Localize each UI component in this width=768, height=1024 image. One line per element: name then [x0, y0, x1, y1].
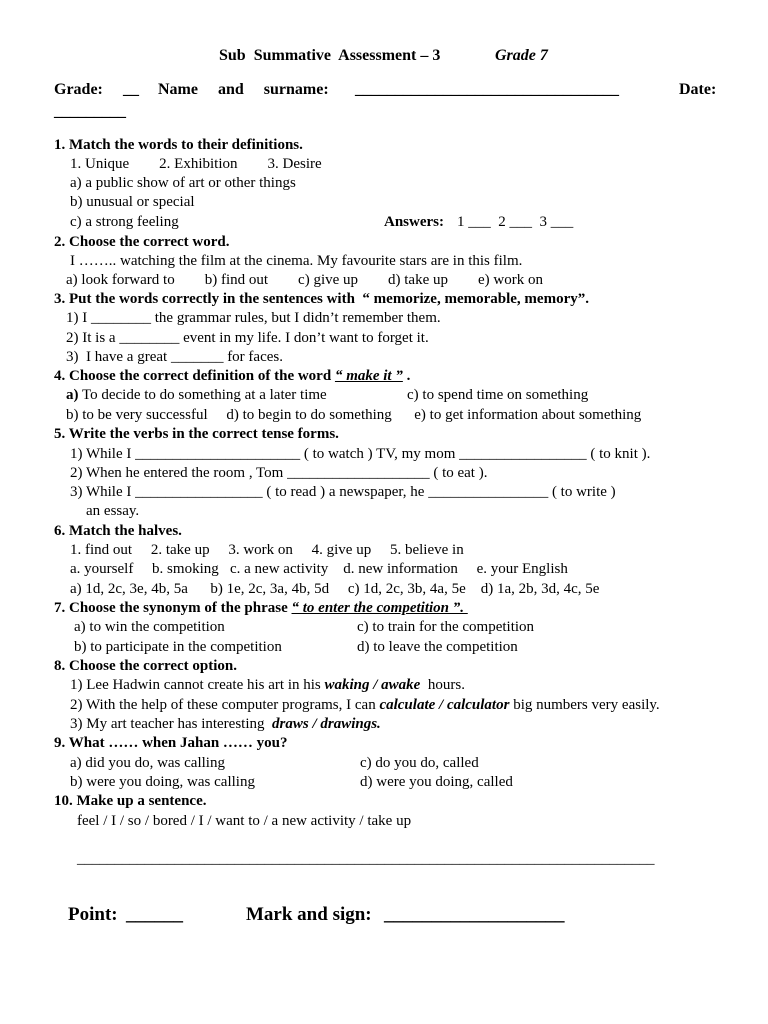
q5-sentence-1: 1) While I ______________________ ( to watch ) TV, my mom _________________ ( to knit ). [70, 446, 651, 462]
mark-sign-label: Mark and sign: [246, 904, 372, 925]
q7-option-b: b) to participate in the competition [74, 639, 282, 655]
grade-label: Grade: [54, 81, 103, 98]
q6-right-items: a. yourself b. smoking c. a new activity d. new information e. your English [70, 561, 568, 577]
q8-s3-text: 3) My art teacher has interesting [70, 716, 273, 732]
q4-title [54, 367, 410, 385]
q4-word: “ make it ” [334, 368, 403, 384]
date-label: Date: [679, 81, 717, 98]
q8-s2-text: 2) With the help of these computer programs, I can [70, 697, 380, 713]
q9-title: 9. What …… when Jahan …… you? [54, 735, 288, 751]
q9-option-a: a) did you do, was calling [70, 755, 225, 771]
q7-option-d: d) to leave the competition [357, 639, 518, 655]
q4-title-end: . [402, 368, 411, 384]
q10-answer-line: _____________________________________________________________________________ [77, 851, 655, 867]
q3-sentence-3: 3) I have a great _______ for faces. [66, 349, 283, 365]
q1-title: 1. Match the words to their definitions. [54, 137, 303, 153]
mark-sign-blank: ___________________ [384, 904, 565, 925]
page-title: Sub Summative Assessment – 3 [219, 47, 441, 64]
q6-title: 6. Match the halves. [54, 523, 182, 539]
q7-phrase: “ to enter the competition ”. [291, 600, 468, 616]
q9-option-d: d) were you doing, called [360, 774, 513, 790]
q5-sentence-3: 3) While I _________________ ( to read ) a newspaper, he ________________ ( to write ) [70, 484, 616, 500]
q3-sentence-2: 2) It is a ________ event in my life. I don’t want to forget it. [66, 330, 429, 346]
q8-s2-end: big numbers very easily. [509, 697, 660, 713]
q8-title: 8. Choose the correct option. [54, 658, 238, 674]
q3-sentence-1: 1) I ________ the grammar rules, but I didn’t remember them. [66, 310, 441, 326]
q8-s2-options: calculate / calculator [379, 697, 510, 713]
q4-option-a [66, 386, 327, 404]
q2-sentence: I …….. watching the film at the cinema. My favourite stars are in this film. [70, 253, 523, 269]
q10-title: 10. Make up a sentence. [54, 793, 207, 809]
q1-def-b: b) unusual or special [70, 194, 195, 210]
q10-words: feel / I / so / bored / I / want to / a new activity / take up [77, 813, 412, 829]
q4-option-c: c) to spend time on something [407, 387, 589, 403]
q3-title: 3. Put the words correctly in the sentences with “ memorize, memorable, memory”. [54, 291, 589, 307]
q8-s1-options: waking / awake [324, 677, 421, 693]
q6-options: a) 1d, 2c, 3e, 4b, 5a b) 1e, 2c, 3a, 4b, 5d c) 1d, 2c, 3b, 4a, 5e d) 1a, 2b, 3d, 4c, 5e [70, 581, 600, 597]
name-blank: _________________________________ [355, 81, 619, 98]
q4-options-bde: b) to be very successful d) to begin to do something e) to get information about something [66, 407, 642, 423]
q9-option-c: c) do you do, called [360, 755, 479, 771]
grade-title: Grade 7 [495, 47, 548, 64]
q9-option-b: b) were you doing, was calling [70, 774, 255, 790]
q7-title [54, 599, 468, 617]
q4-title-text: 4. Choose the correct definition of the word [54, 368, 335, 384]
point-label: Point: [68, 904, 118, 925]
grade-blank: __ [123, 81, 139, 98]
q1-def-a: a) a public show of art or other things [70, 175, 296, 191]
q2-title: 2. Choose the correct word. [54, 234, 230, 250]
q1-words: 1. Unique 2. Exhibition 3. Desire [70, 156, 322, 172]
q7-option-c: c) to train for the competition [357, 619, 535, 635]
q5-sentence-3-cont: an essay. [86, 503, 140, 519]
q8-s1-text: 1) Lee Hadwin cannot create his art in his [70, 677, 325, 693]
q6-left-items: 1. find out 2. take up 3. work on 4. give up 5. believe in [70, 542, 464, 558]
q2-options: a) look forward to b) find out c) give up d) take up e) work on [66, 272, 543, 288]
q4-option-a-text: To decide to do something at a later time [78, 387, 327, 403]
q7-option-a: a) to win the competition [74, 619, 225, 635]
q8-s3-options: draws / drawings. [272, 716, 381, 732]
q1-answers-blanks: 1 ___ 2 ___ 3 ___ [457, 214, 574, 230]
q4-option-a-letter: a) [66, 387, 79, 403]
q5-sentence-2: 2) When he entered the room , Tom ___________________ ( to eat ). [70, 465, 488, 481]
q1-def-c: c) a strong feeling [70, 214, 179, 230]
q8-s1-end: hours. [420, 677, 465, 693]
name-label: Name and surname: [158, 81, 329, 98]
q8-sentence-2 [70, 696, 660, 714]
q8-sentence-1 [70, 676, 465, 694]
point-blank: ______ [126, 904, 183, 925]
q5-title: 5. Write the verbs in the correct tense forms. [54, 426, 339, 442]
q1-answers-label: Answers: [384, 214, 444, 230]
date-blank: _________ [54, 103, 126, 120]
q7-title-text: 7. Choose the synonym of the phrase [54, 600, 292, 616]
q8-sentence-3 [70, 715, 381, 733]
